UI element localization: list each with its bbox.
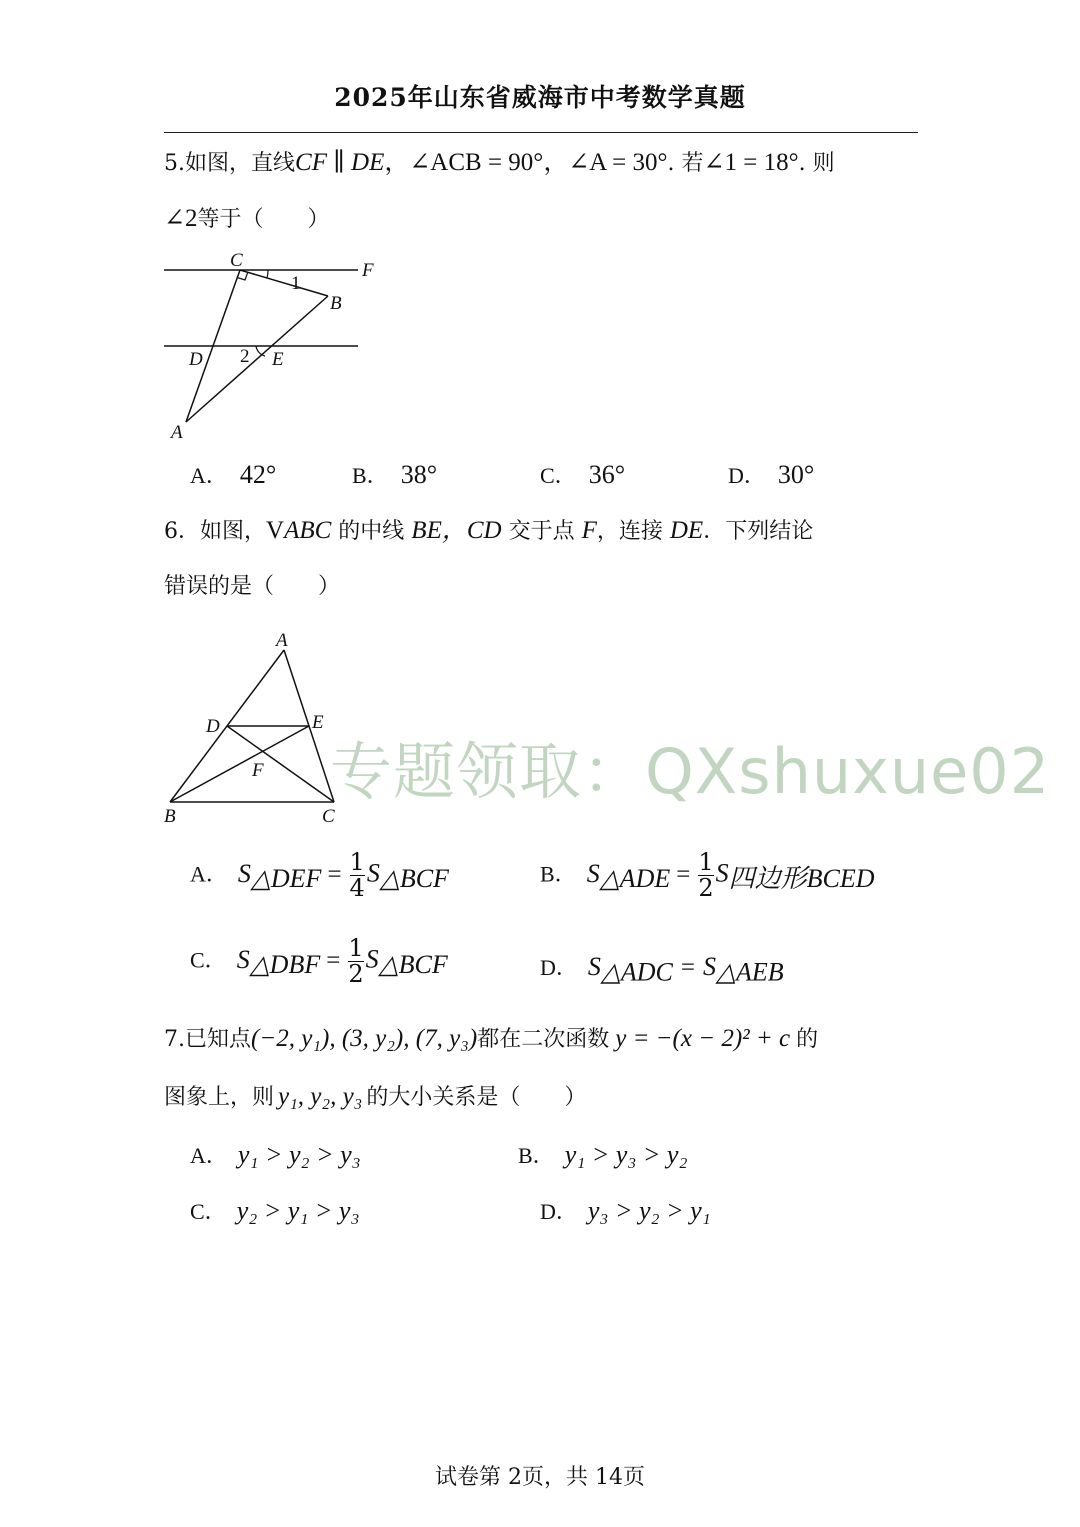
- q5-angle-a: ，∠A = 30°: [543, 149, 668, 176]
- q6-option-a-label: A．: [190, 861, 228, 887]
- q6-option-d-lhs: S: [587, 952, 601, 981]
- q6-stem-c: 交于点: [501, 519, 582, 544]
- q5-option-d-value: 30°: [777, 460, 815, 489]
- q5-stem-end: 等于（ ）: [197, 207, 330, 232]
- q5-label-e: E: [272, 349, 284, 370]
- q6-triangle-symbol: V: [266, 517, 285, 544]
- q7-points: (−2, y₁), (3, y₂), (7, y₃): [251, 1025, 478, 1052]
- q5-label-2: 2: [240, 346, 250, 367]
- q6-label-f: F: [252, 760, 264, 781]
- q6-option-c[interactable]: [190, 936, 448, 987]
- q6-option-a-eq: =: [327, 860, 342, 888]
- q5-option-b-label: B．: [352, 463, 389, 488]
- q5-label-b: B: [330, 293, 342, 314]
- q5-label-f: F: [362, 260, 374, 281]
- q6-median-be: [170, 726, 309, 802]
- q5-if: . 若: [667, 151, 704, 176]
- q5-de: DE: [351, 149, 385, 176]
- q6-option-c-rhs: S: [365, 944, 379, 974]
- q6-option-a-rhs-sub: △BCF: [379, 864, 449, 894]
- q5-option-c-value: 36°: [588, 460, 626, 489]
- q5-option-c[interactable]: [540, 462, 625, 488]
- q5-angle-2-arc: [256, 346, 265, 356]
- q6-label-a: A: [276, 630, 288, 651]
- q6-stem-e: ．下列结论: [703, 519, 814, 544]
- q5-option-a[interactable]: [190, 462, 276, 488]
- q6-stem-b: 的中线: [331, 519, 412, 544]
- q6-option-d-lhs-sub: △ADC: [600, 957, 673, 987]
- q5-angle-2: ∠2: [164, 205, 198, 232]
- q6-label-b: B: [164, 806, 176, 827]
- q5-label-c: C: [230, 250, 243, 271]
- q7-option-d[interactable]: [540, 1198, 711, 1224]
- q7-stem-a: 已知点: [185, 1027, 252, 1052]
- q7-option-b-label: B．: [518, 1143, 555, 1168]
- q6-option-b-fraction: [698, 850, 713, 901]
- q7-stem-b: 都在二次函数: [477, 1027, 610, 1052]
- q6-option-a-num: 1: [349, 848, 365, 876]
- q5-angle-acb: ，∠ACB = 90°: [384, 149, 544, 176]
- q6-option-d-rhs-sub: △AEB: [716, 957, 784, 987]
- q6-stem-line-2: [164, 576, 340, 598]
- q6-option-b-den: 2: [698, 874, 714, 903]
- q6-option-d[interactable]: [540, 954, 784, 985]
- q5-figure: [160, 246, 390, 446]
- page-title: 2025年山东省威海市中考数学真题: [334, 83, 746, 112]
- q6-number: 6．: [164, 519, 200, 544]
- q6-stem-a: 如图，: [200, 519, 267, 544]
- q7-option-b[interactable]: [518, 1142, 688, 1168]
- q6-option-c-fraction: [348, 936, 363, 987]
- q6-label-d: D: [206, 716, 220, 737]
- page-footer: 试卷第 2页，共 14页: [435, 1465, 645, 1490]
- q7-stem-line-2: [164, 1084, 586, 1109]
- q6-option-c-lhs-sub: △DBF: [249, 950, 321, 980]
- q6-option-c-eq: =: [326, 946, 341, 974]
- q6-stem-line-1: [164, 518, 813, 543]
- q5-then: . 则: [798, 151, 835, 176]
- q7-option-d-value: y₃ > y₂ > y₁: [587, 1196, 711, 1225]
- q5-stem-line-2: [164, 206, 329, 231]
- q6-option-c-lhs: S: [236, 944, 250, 974]
- q6-option-b-rhs: S: [715, 858, 729, 888]
- q5-parallel: ∥: [326, 149, 352, 176]
- q5-option-a-value: 42°: [239, 460, 277, 489]
- q6-label-c: C: [322, 806, 335, 827]
- q7-option-a[interactable]: [190, 1142, 361, 1168]
- q6-de: DE: [669, 517, 704, 544]
- q7-number: 7.: [164, 1027, 185, 1052]
- q5-stem-line-1: [164, 150, 835, 175]
- q6-option-a-den: 4: [349, 874, 365, 903]
- q6-point-f: F: [581, 517, 597, 544]
- q5-number: 5.: [164, 151, 185, 176]
- q6-option-b-label: B．: [540, 861, 577, 887]
- q6-median-cd: [227, 726, 334, 802]
- q6-abc: ABC: [284, 517, 332, 544]
- q5-label-a: A: [171, 422, 183, 443]
- q5-angle-1: ∠1 = 18°: [703, 149, 799, 176]
- q5-option-b-value: 38°: [400, 460, 438, 489]
- q5-cf: CF: [295, 149, 327, 176]
- q5-side-cb: [240, 270, 328, 296]
- q6-option-b-lhs: S: [586, 858, 600, 888]
- q7-vars: y₁, y₂, y₃: [278, 1083, 363, 1110]
- q5-angle-1-arc: [267, 270, 268, 278]
- q6-option-a-fraction: [350, 850, 365, 901]
- q5-label-1: 1: [291, 273, 301, 294]
- q5-side-ba: [186, 296, 328, 422]
- header-rule: [164, 132, 918, 133]
- q7-option-a-value: y₁ > y₂ > y₃: [237, 1140, 361, 1169]
- q7-option-b-value: y₁ > y₃ > y₂: [564, 1140, 688, 1169]
- q6-stem-end: 错误的是（ ）: [164, 574, 341, 599]
- q7-stem-end: 的大小关系是（ ）: [366, 1085, 587, 1110]
- q5-label-d: D: [189, 349, 203, 370]
- q5-option-d[interactable]: [728, 462, 814, 488]
- q7-stem-line-1: [164, 1026, 818, 1051]
- q6-label-e: E: [312, 712, 324, 733]
- q7-option-c[interactable]: [190, 1198, 360, 1224]
- q6-option-b[interactable]: [540, 850, 875, 901]
- q7-stem-d: 图象上，则: [164, 1085, 275, 1110]
- q6-option-a-rhs: S: [366, 858, 380, 888]
- q5-option-c-label: C．: [540, 463, 577, 488]
- q6-option-d-label: D．: [540, 955, 578, 980]
- q6-option-b-eq: =: [676, 860, 691, 888]
- q5-option-d-label: D．: [728, 463, 766, 488]
- q6-option-b-num: 1: [698, 848, 714, 876]
- q7-stem-c: 的: [796, 1027, 819, 1052]
- q6-medians: BE，CD: [411, 517, 502, 544]
- q6-option-a[interactable]: [190, 850, 449, 901]
- q6-option-a-lhs-sub: △DEF: [250, 864, 322, 894]
- q7-function: y = −(x − 2)² + c: [615, 1025, 791, 1052]
- q6-option-d-eq: =: [680, 954, 695, 981]
- q6-option-a-lhs: S: [237, 858, 251, 888]
- q6-option-b-lhs-sub: △ADE: [599, 864, 671, 894]
- q6-stem-d: ，连接: [596, 519, 670, 544]
- q7-option-c-label: C．: [190, 1199, 227, 1224]
- q6-option-b-rhs-sub: 四边形BCED: [728, 864, 875, 894]
- q5-option-b[interactable]: [352, 462, 437, 488]
- q6-option-c-label: C．: [190, 947, 227, 973]
- q5-stem-text: 如图，直线: [185, 151, 296, 176]
- q6-option-c-den: 2: [348, 960, 364, 989]
- watermark-text: 专题领取：QXshuxue02: [330, 735, 1051, 808]
- q6-figure: [158, 628, 358, 828]
- q6-option-d-rhs: S: [703, 952, 716, 981]
- q7-option-a-label: A．: [190, 1143, 228, 1168]
- q5-option-a-label: A．: [190, 463, 228, 488]
- q6-option-c-num: 1: [348, 934, 364, 962]
- q7-option-d-label: D．: [540, 1199, 578, 1224]
- q6-option-c-rhs-sub: △BCF: [378, 950, 448, 980]
- q7-option-c-value: y₂ > y₁ > y₃: [236, 1196, 360, 1225]
